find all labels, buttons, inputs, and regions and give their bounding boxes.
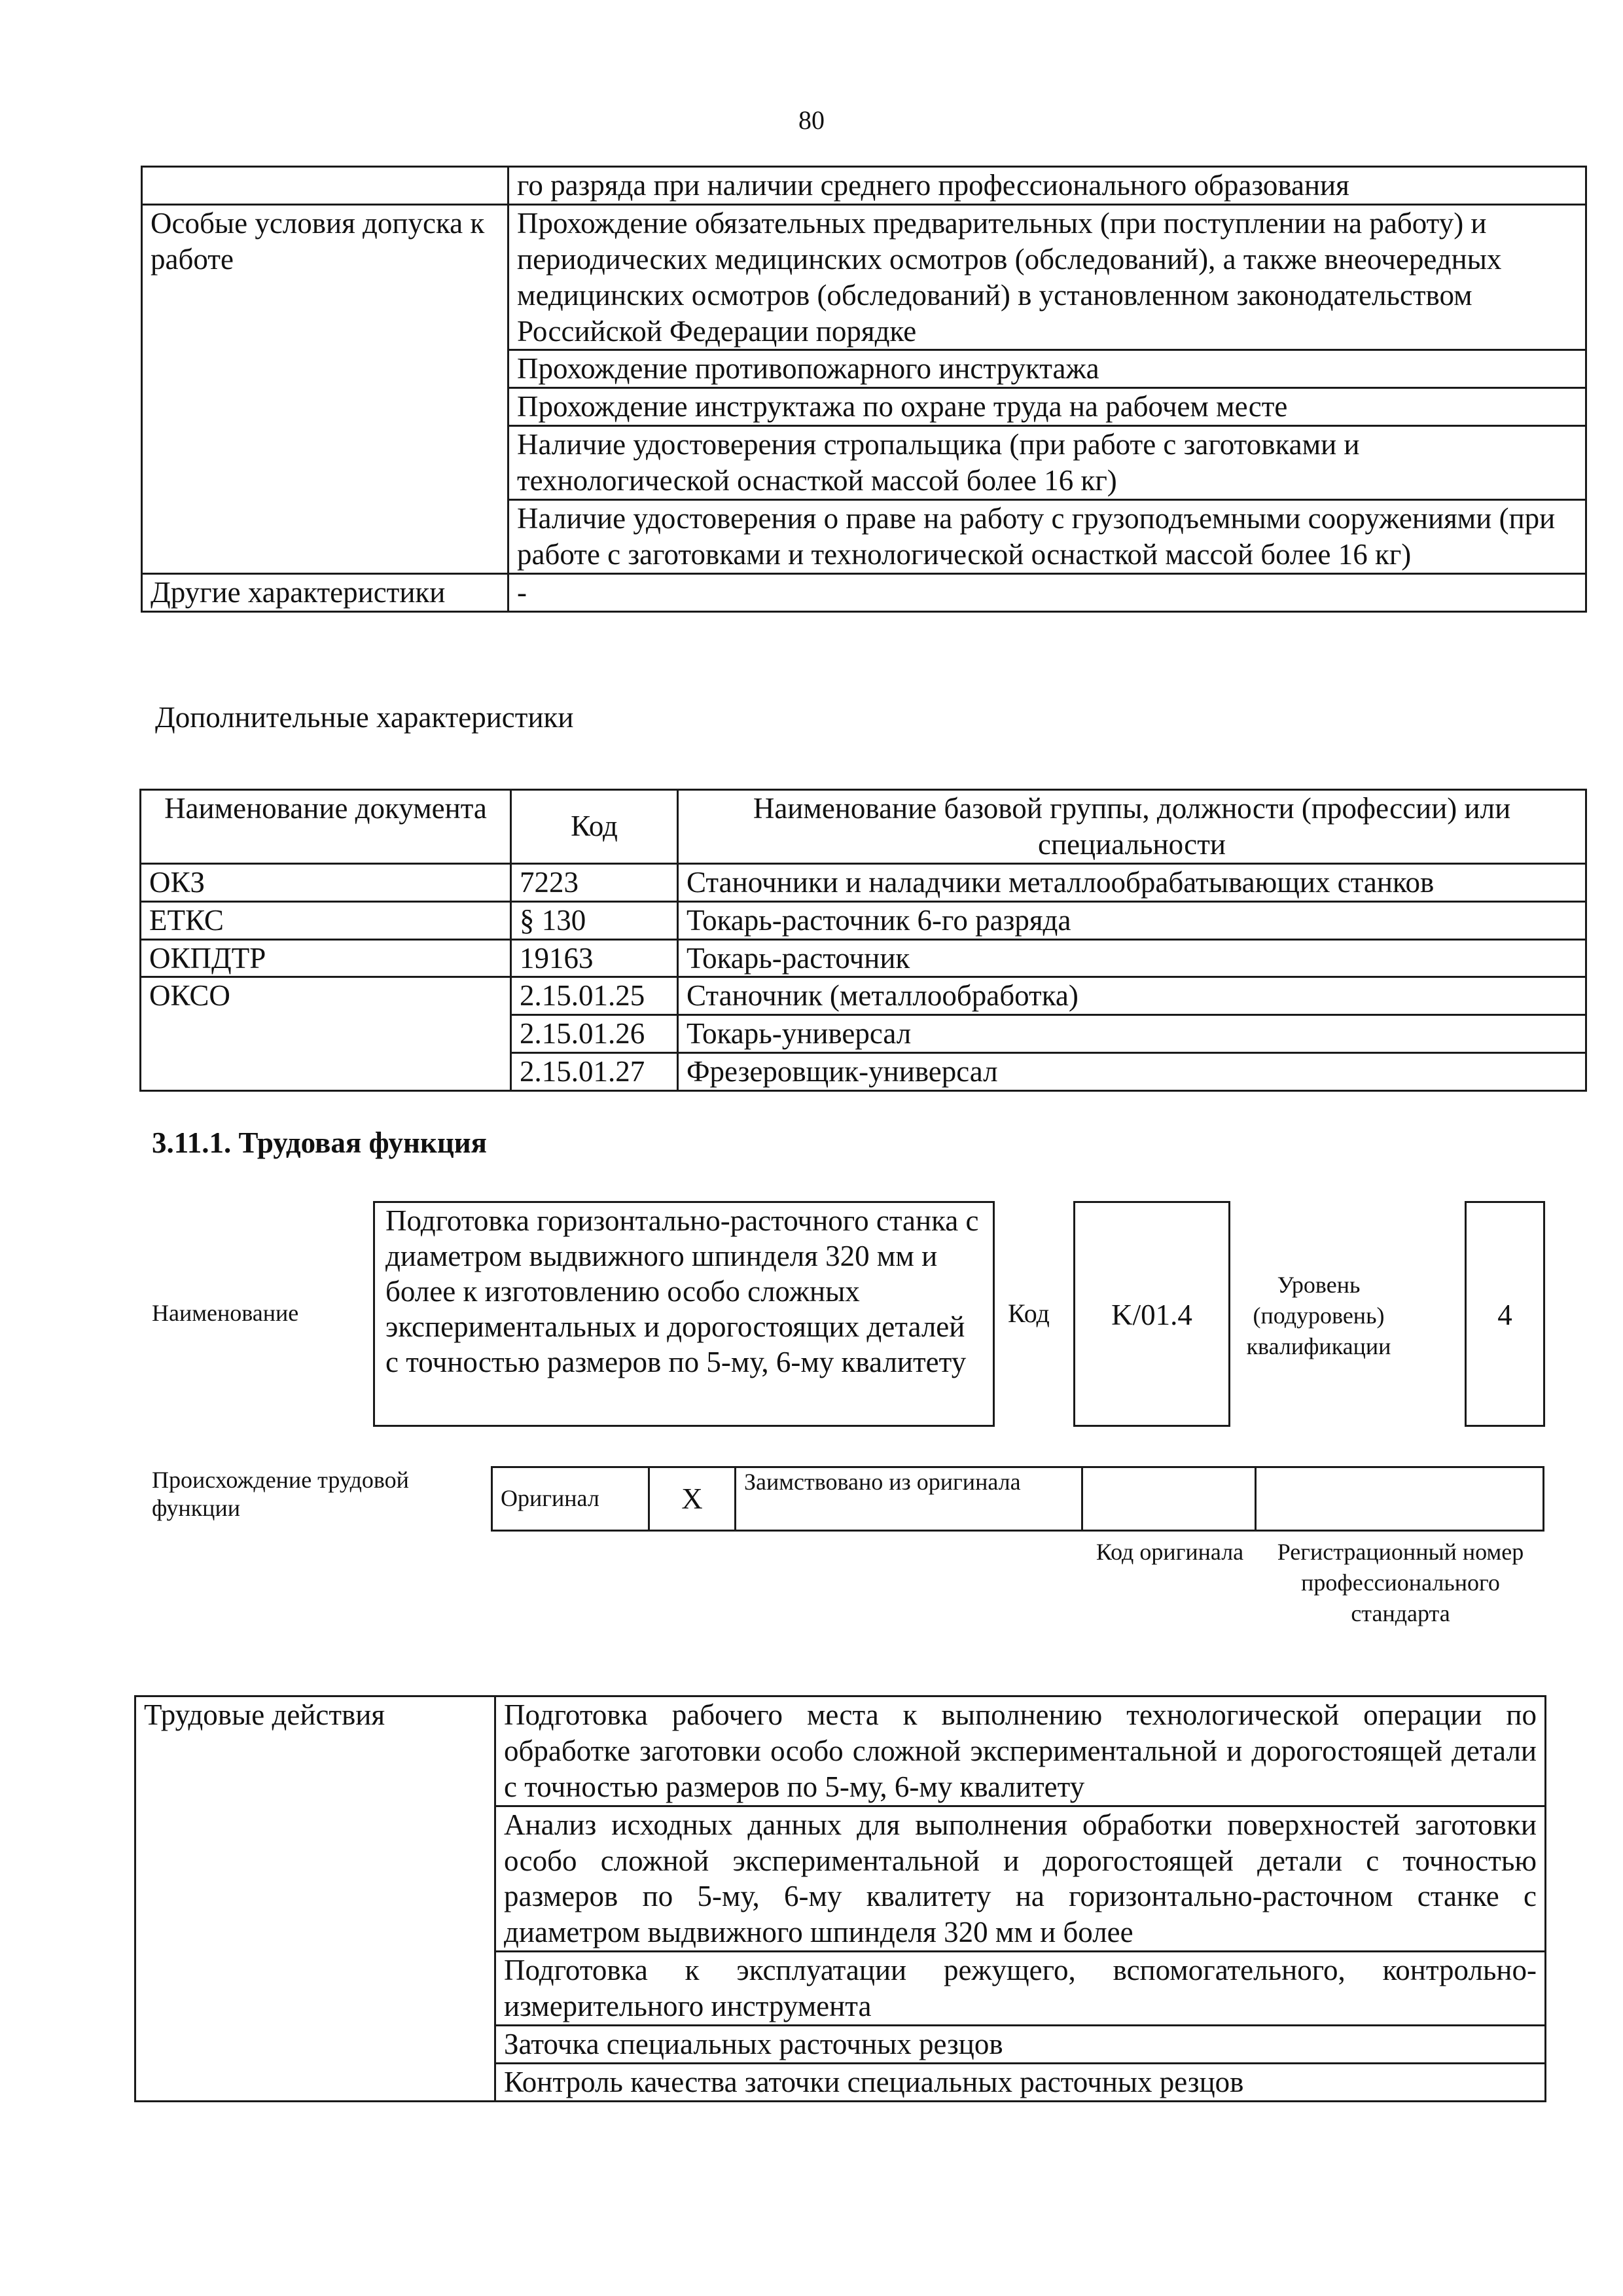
cell-name: Станочники и наладчики металлообрабатывающих станков xyxy=(678,863,1586,901)
row-cell: Наличие удостоверения стропальщика (при работе с заготовками и технологической оснасткой массой более 16 кг) xyxy=(508,426,1586,500)
action-item: Подготовка к эксплуатации режущего, вспомогательного, контрольно-измерительного инструмента xyxy=(495,1952,1546,2026)
cell-doc: ОКСО xyxy=(141,977,511,1091)
cell-name: Токарь-универсал xyxy=(678,1015,1586,1053)
cell-name: Токарь-расточник xyxy=(678,939,1586,977)
action-item: Подготовка рабочего места к выполнению технологической операции по обработке заготовки особо сложной экспериментальной и дорогостоящей детали с точностью размеров по 5-му, 6-му квалитету xyxy=(495,1696,1546,1806)
cell-code: 2.15.01.26 xyxy=(511,1015,678,1053)
row-cell: - xyxy=(508,573,1586,611)
row-cell: Наличие удостоверения о праве на работу с грузоподъемными сооружениями (при работе с заготовками и технологической оснасткой массой более 16 кг) xyxy=(508,500,1586,574)
level-box xyxy=(1465,1201,1545,1427)
origin-reg-caption: Регистрационный номер профессионального стандарта xyxy=(1277,1539,1524,1626)
function-name-box xyxy=(373,1201,995,1427)
cell-name: Станочник (металлообработка) xyxy=(678,977,1586,1015)
row-label: Другие характеристики xyxy=(142,573,508,611)
row-label xyxy=(142,167,508,205)
cell-code: 2.15.01.25 xyxy=(511,977,678,1015)
table-row xyxy=(141,939,1586,977)
origin-borrowed-label: Заимствовано из оригинала xyxy=(736,1467,1082,1531)
actions-label: Трудовые действия xyxy=(135,1696,495,2102)
row-cell: Прохождение противопожарного инструктажа xyxy=(508,350,1586,388)
cell-doc: ОКЗ xyxy=(141,863,511,901)
action-item: Заточка специальных расточных резцов xyxy=(495,2026,1546,2064)
additional-table xyxy=(139,789,1587,1092)
additional-heading: Дополнительные характеристики xyxy=(155,701,574,734)
header-doc: Наименование документа xyxy=(141,790,511,864)
row-cell: Прохождение обязательных предварительных (при поступлении на работу) и периодических медицинских осмотров (обследований), а также внеочередных медицинских осмотров (обследований) в установленном законодательством Российской Федерации порядке xyxy=(508,204,1586,350)
origin-original-label: Оригинал xyxy=(492,1467,649,1531)
table-header-row xyxy=(141,790,1586,864)
row-cell: го разряда при наличии среднего профессионального образования xyxy=(508,167,1586,205)
function-code-label: Код xyxy=(1008,1299,1050,1328)
table-row xyxy=(135,1696,1546,1806)
origin-original-mark: X xyxy=(649,1467,736,1531)
conditions-table xyxy=(141,166,1587,613)
table-row xyxy=(142,167,1586,205)
function-code-value: K/01.4 xyxy=(1111,1299,1192,1331)
cell-code: 2.15.01.27 xyxy=(511,1053,678,1091)
table-row xyxy=(141,977,1586,1015)
origin-table xyxy=(491,1466,1544,1532)
origin-code-caption: Код оригинала xyxy=(1096,1539,1244,1565)
section-heading: 3.11.1. Трудовая функция xyxy=(152,1126,488,1159)
cell-name: Фрезеровщик-универсал xyxy=(678,1053,1586,1091)
cell-name: Токарь-расточник 6-го разряда xyxy=(678,901,1586,939)
action-item: Контроль качества заточки специальных расточных резцов xyxy=(495,2063,1546,2101)
origin-reg-cell xyxy=(1256,1467,1544,1531)
row-cell: Прохождение инструктажа по охране труда на рабочем месте xyxy=(508,388,1586,426)
table-row xyxy=(142,204,1586,350)
header-name: Наименование базовой группы, должности (профессии) или специальности xyxy=(678,790,1586,864)
actions-table xyxy=(134,1695,1546,2102)
origin-label: Происхождение трудовой функции xyxy=(152,1467,409,1522)
cell-doc: ОКПДТР xyxy=(141,939,511,977)
function-name-label: Наименование xyxy=(152,1300,299,1326)
level-value: 4 xyxy=(1497,1299,1512,1331)
cell-code: 7223 xyxy=(511,863,678,901)
function-code-box xyxy=(1073,1201,1230,1427)
function-name-value: Подготовка горизонтально-расточного станка с диаметром выдвижного шпинделя 320 мм и более к изготовлению особо сложных экспериментальных и дорогостоящих деталей с точностью размеров по 5-му, 6-му квалитету xyxy=(385,1204,979,1378)
cell-doc: ЕТКС xyxy=(141,901,511,939)
origin-code-cell xyxy=(1082,1467,1256,1531)
header-code: Код xyxy=(511,790,678,864)
cell-code: § 130 xyxy=(511,901,678,939)
table-row xyxy=(141,901,1586,939)
table-row xyxy=(141,863,1586,901)
row-label: Особые условия допуска к работе xyxy=(142,204,508,573)
level-label: Уровень (подуровень) квалификации xyxy=(1246,1272,1391,1359)
table-row xyxy=(492,1467,1544,1531)
action-item: Анализ исходных данных для выполнения обработки поверхностей заготовки особо сложной экспериментальной и дорогостоящей детали с точностью размеров по 5-му, 6-му квалитету на горизонтально-расточном станке с диаметром выдвижного шпинделя 320 мм и более xyxy=(495,1806,1546,1952)
table-row xyxy=(142,573,1586,611)
cell-code: 19163 xyxy=(511,939,678,977)
page-number: 80 xyxy=(798,105,825,135)
